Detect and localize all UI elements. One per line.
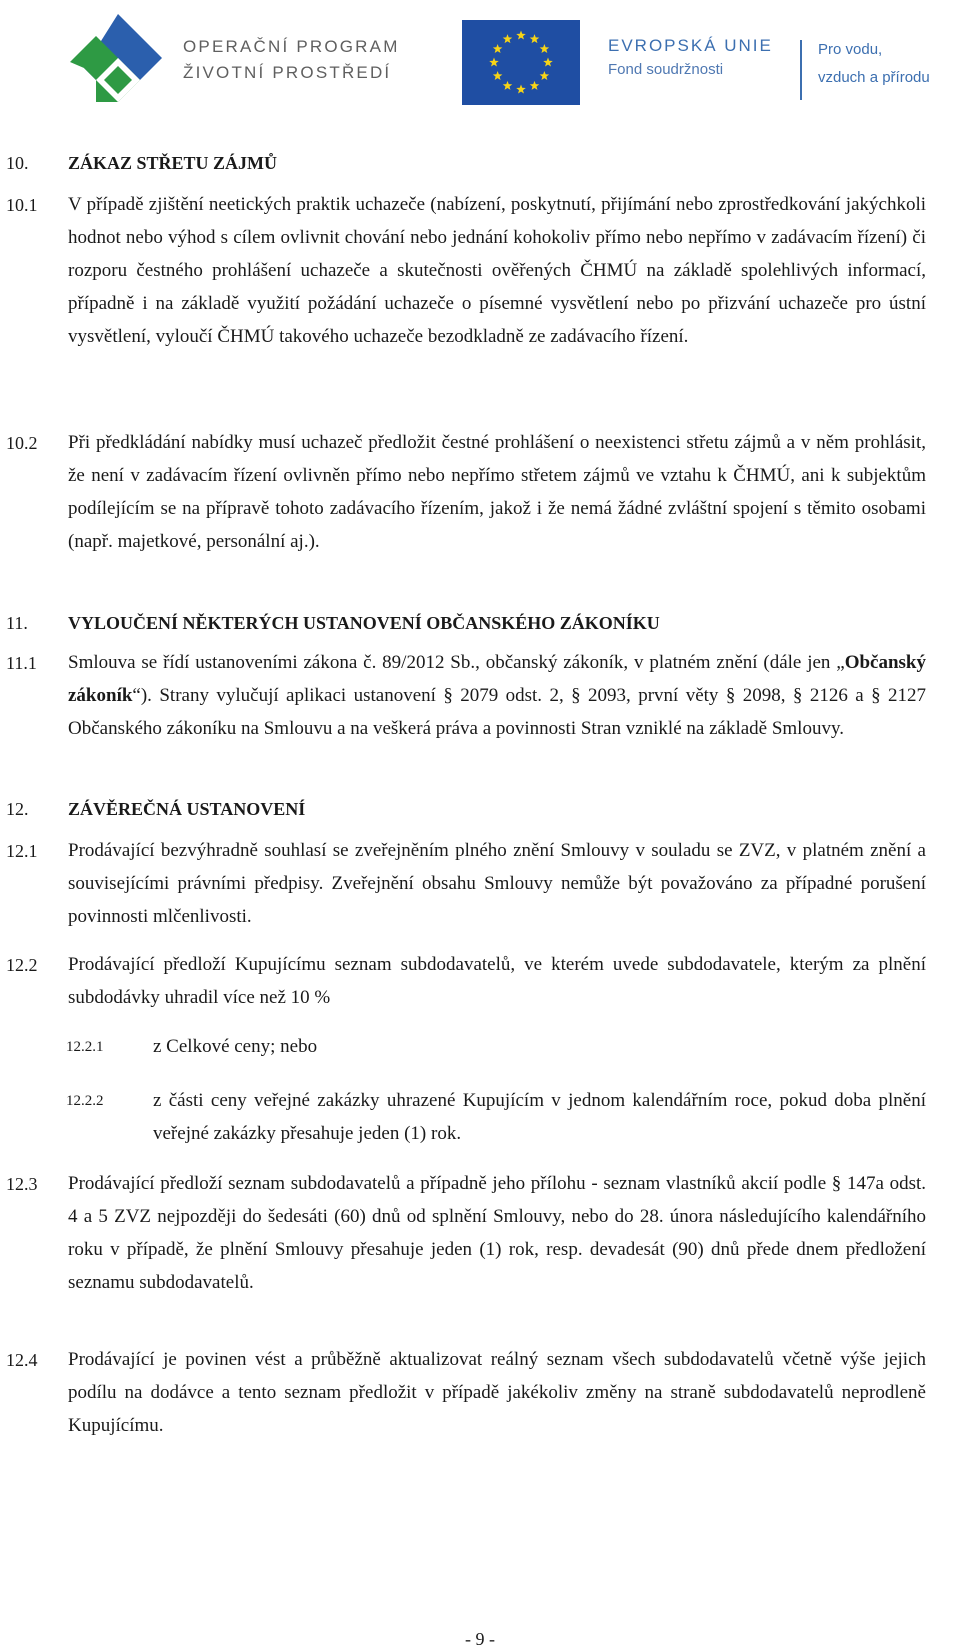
op-zp-wordmark [183, 34, 400, 86]
section-number: 11. [6, 613, 28, 633]
subclause-number: 12.2.2 [66, 1093, 104, 1109]
op-line-2: ŽIVOTNÍ PROSTŘEDÍ [183, 63, 392, 82]
op-line-1: OPERAČNÍ PROGRAM [183, 37, 400, 56]
slogan-line-2: vzduch a přírodu [818, 69, 930, 86]
defined-term: Občanský zákoník [68, 652, 926, 706]
clause-text: Prodávající je povinen vést a průběžně aktualizovat reálný seznam všech subdodavatelů včetně výše jejich podílu na dodávce a tento seznam předložit v případě jakékoliv změny na straně subdodavatelů neprodleně Kupujícímu. [68, 1349, 926, 1436]
header-divider [800, 40, 802, 100]
document-header [0, 0, 960, 115]
clause-number: 12.4 [6, 1350, 38, 1370]
op-zp-logo-icon [66, 10, 166, 110]
section-number: 10. [6, 153, 29, 173]
clause-text-part-b: “). Strany vylučují aplikaci ustanovení § 2079 odst. 2, § 2093, první věty § 2098, § 2126 a § 2127 Občanského zákoníku na Smlouvu a na veškerá práva a povinnosti Stran vzniklé na základě Smlouvy. [68, 685, 926, 739]
eu-flag-icon [462, 20, 580, 105]
clause-text-part-a: Smlouva se řídí ustanoveními zákona č. 89/2012 Sb., občanský zákoník, v platném znění (dále jen „ [68, 652, 845, 673]
section-heading: VYLOUČENÍ NĚKTERÝCH USTANOVENÍ OBČANSKÉHO ZÁKONÍKU [68, 613, 660, 633]
section-number: 12. [6, 799, 29, 819]
clause-text: Prodávající předloží Kupujícímu seznam subdodavatelů, ve kterém uvede subdodavatele, kterým za plnění subdodávky uhradil více než 10 % [68, 954, 926, 1008]
eu-title: EVROPSKÁ UNIE [608, 36, 773, 55]
subclause-text: z Celkové ceny; nebo [153, 1036, 318, 1057]
clause-number: 10.2 [6, 433, 38, 453]
clause-number: 12.1 [6, 841, 38, 861]
eu-wordmark [608, 34, 773, 82]
clause-text: Prodávající bezvýhradně souhlasí se zveřejněním plného znění Smlouvy v souladu se ZVZ, v platném znění a souvisejícími právními předpisy. Zveřejnění obsahu Smlouvy nemůže být považováno za případné porušení povinnosti mlčenlivosti. [68, 840, 926, 927]
clause-text [68, 646, 926, 745]
slogan-line-1: Pro vodu, [818, 41, 883, 58]
eu-fund: Fond soudržnosti [608, 61, 724, 78]
section-heading: ZÁKAZ STŘETU ZÁJMŮ [68, 153, 278, 173]
subclause-number: 12.2.1 [66, 1039, 104, 1055]
clause-number: 11.1 [6, 653, 37, 673]
clause-text: Při předkládání nabídky musí uchazeč předložit čestné prohlášení o neexistenci střetu zájmů a v něm prohlásit, že není v zadávacím řízení ovlivněn přímo nebo nepřímo střetem zájmů ve vztahu k ČHMÚ, ani k subjektům podílejícím se na přípravě tohoto zadávacího řízením, jakož i že nemá žádné zvláštní spojení s těmito osobami (např. majetkové, personální aj.). [68, 432, 926, 552]
section-heading: ZÁVĚREČNÁ USTANOVENÍ [68, 799, 306, 819]
page-number: - 9 - [465, 1629, 495, 1649]
slogan [818, 36, 930, 92]
clause-number: 12.2 [6, 955, 38, 975]
subclause-text: z části ceny veřejné zakázky uhrazené Kupujícím v jednom kalendářním roce, pokud doba plnění veřejné zakázky přesahuje jeden (1) rok. [153, 1090, 926, 1144]
clause-number: 12.3 [6, 1174, 38, 1194]
clause-text: V případě zjištění neetických praktik uchazeče (nabízení, poskytnutí, přijímání nebo zprostředkování jakýchkoli hodnot nebo výhod s cílem ovlivnit chování nebo jednání kohokoliv přímo nebo nepřímo v zadávacím řízení) či rozporu čestného prohlášení uchazeče a skutečnosti ověřených ČHMÚ na základě spolehlivých informací, případně i na základě využití požádání uchazeče o písemné vysvětlení nebo po přizvání uchazeče pro ústní vysvětlení, vyloučí ČHMÚ takového uchazeče bezodkladně ze zadávacího řízení. [68, 194, 926, 347]
clause-text: Prodávající předloží seznam subdodavatelů a případně jeho přílohu - seznam vlastníků akcií podle § 147a odst. 4 a 5 ZVZ nejpozději do šedesáti (60) dnů od splnění Smlouvy, nebo do 28. února následujícího kalendářního roku v případě, že plnění Smlouvy přesahuje jeden (1) rok, resp. devadesát (90) dnů přede dnem předložení seznamu subdodavatelů. [68, 1173, 926, 1293]
clause-number: 10.1 [6, 195, 38, 215]
